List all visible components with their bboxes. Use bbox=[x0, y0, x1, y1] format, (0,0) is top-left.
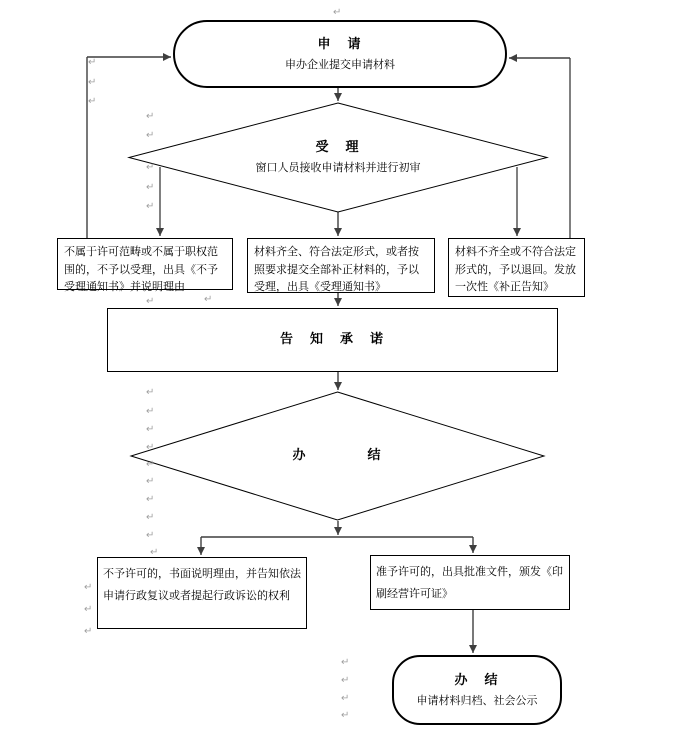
handle-diamond-text bbox=[129, 391, 546, 521]
end-subtitle: 申请材料归档、社会公示 bbox=[416, 693, 538, 707]
accept-title: 受 理 bbox=[315, 140, 361, 155]
paragraph-mark: ↵ bbox=[146, 296, 155, 307]
paragraph-mark: ↵ bbox=[146, 162, 155, 173]
accept-diamond-text bbox=[127, 102, 549, 213]
accept-diamond bbox=[127, 102, 549, 213]
paragraph-mark: ↵ bbox=[146, 387, 155, 398]
paragraph-mark: ↵ bbox=[341, 693, 350, 704]
handle-diamond bbox=[129, 391, 546, 521]
paragraph-mark: ↵ bbox=[204, 294, 213, 305]
paragraph-mark: ↵ bbox=[146, 182, 155, 193]
notify-box bbox=[107, 308, 558, 372]
paragraph-mark: ↵ bbox=[84, 582, 93, 593]
paragraph-mark: ↵ bbox=[146, 512, 155, 523]
reject-box: 不属于许可范畴或不属于职权范围的，不予以受理，出具《不予受理通知书》并说明理由 bbox=[57, 238, 233, 290]
paragraph-mark: ↵ bbox=[88, 77, 97, 88]
paragraph-mark: ↵ bbox=[84, 604, 93, 615]
paragraph-mark: ↵ bbox=[146, 424, 155, 435]
paragraph-mark: ↵ bbox=[341, 657, 350, 668]
start-title: 申 请 bbox=[317, 36, 363, 52]
paragraph-mark: ↵ bbox=[341, 710, 350, 721]
accept-subtitle: 窗口人员接收申请材料并进行初审 bbox=[255, 161, 421, 174]
paragraph-mark: ↵ bbox=[150, 547, 159, 558]
approve-box: 准予许可的，出具批准文件，颁发《印刷经营许可证》 bbox=[370, 555, 570, 610]
end-terminator bbox=[392, 655, 562, 725]
paragraph-mark: ↵ bbox=[146, 111, 155, 122]
paragraph-mark: ↵ bbox=[84, 626, 93, 637]
start-terminator bbox=[173, 20, 507, 88]
complete-box: 材料齐全、符合法定形式，或者按照要求提交全部补正材料的，予以受理，出具《受理通知书》 bbox=[247, 238, 435, 293]
paragraph-mark: ↵ bbox=[146, 442, 155, 453]
paragraph-mark: ↵ bbox=[146, 201, 155, 212]
notify-title: 告 知 承 诺 bbox=[279, 332, 385, 347]
handle-title: 办 结 bbox=[292, 448, 383, 463]
paragraph-mark: ↵ bbox=[146, 406, 155, 417]
end-title: 办 结 bbox=[454, 672, 500, 688]
paragraph-mark: ↵ bbox=[341, 675, 350, 686]
paragraph-mark: ↵ bbox=[88, 96, 97, 107]
paragraph-mark: ↵ bbox=[88, 57, 97, 68]
start-subtitle: 申办企业提交申请材料 bbox=[285, 57, 395, 71]
paragraph-mark: ↵ bbox=[146, 476, 155, 487]
paragraph-mark: ↵ bbox=[146, 530, 155, 541]
deny-box: 不予许可的，书面说明理由，并告知依法申请行政复议或者提起行政诉讼的权利 bbox=[97, 557, 307, 629]
paragraph-mark: ↵ bbox=[333, 7, 342, 18]
paragraph-mark: ↵ bbox=[146, 494, 155, 505]
paragraph-mark: ↵ bbox=[146, 459, 155, 470]
incomplete-box: 材料不齐全或不符合法定形式的，予以退回。发放一次性《补正告知》 bbox=[448, 238, 585, 297]
paragraph-mark: ↵ bbox=[146, 130, 155, 141]
